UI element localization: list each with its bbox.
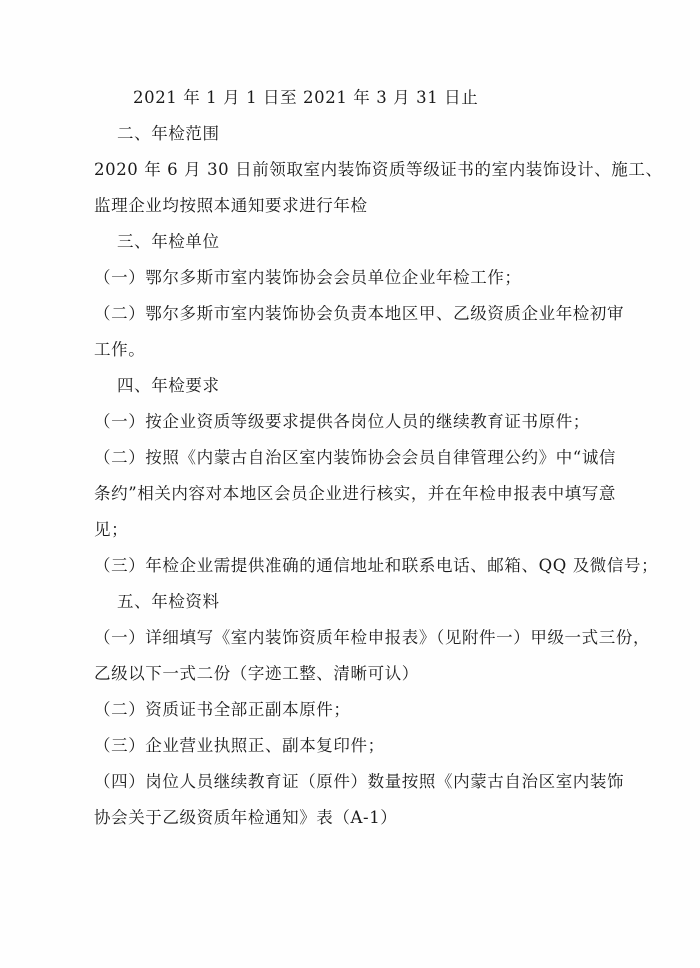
inspection-period-line: 2021 年 1 月 1 日至 2021 年 3 月 31 日止: [133, 88, 479, 107]
list-item: （三）企业营业执照正、副本复印件；: [94, 736, 385, 755]
section-heading-materials: 五、年检资料: [117, 592, 220, 611]
list-item-continuation: 见；: [94, 520, 129, 539]
list-item: （二）资质证书全部正副本原件；: [94, 700, 351, 719]
body-text-line: 2020 年 6 月 30 日前领取室内装饰资质等级证书的室内装饰设计、施工、: [94, 160, 663, 179]
list-item: （三）年检企业需提供准确的通信地址和联系电话、邮箱、QQ 及微信号；: [94, 556, 659, 575]
list-item: （一）鄂尔多斯市室内装饰协会会员单位企业年检工作；: [94, 268, 522, 287]
list-item: （二）鄂尔多斯市室内装饰协会负责本地区甲、乙级资质企业年检初审: [94, 304, 625, 323]
list-item: （一）详细填写《室内装饰资质年检申报表》（见附件一）甲级一式三份，: [94, 628, 651, 647]
list-item-continuation: 协会关于乙级资质年检通知》表（A-1）: [94, 808, 398, 827]
list-item: （二）按照《内蒙古自治区室内装饰协会会员自律管理公约》中“诚信: [94, 448, 617, 467]
list-item-continuation: 条约”相关内容对本地区会员企业进行核实，并在年检申报表中填写意: [94, 484, 617, 503]
section-heading-requirements: 四、年检要求: [117, 376, 220, 395]
list-item-continuation: 工作。: [94, 340, 146, 359]
section-heading-scope: 二、年检范围: [117, 124, 220, 143]
section-heading-units: 三、年检单位: [117, 232, 220, 251]
list-item-continuation: 乙级以下一式二份（字迹工整、清晰可认）: [94, 664, 419, 683]
list-item: （四）岗位人员继续教育证（原件）数量按照《内蒙古自治区室内装饰: [94, 772, 625, 791]
list-item: （一）按企业资质等级要求提供各岗位人员的继续教育证书原件；: [94, 412, 590, 431]
body-text-line: 监理企业均按照本通知要求进行年检: [94, 196, 368, 215]
